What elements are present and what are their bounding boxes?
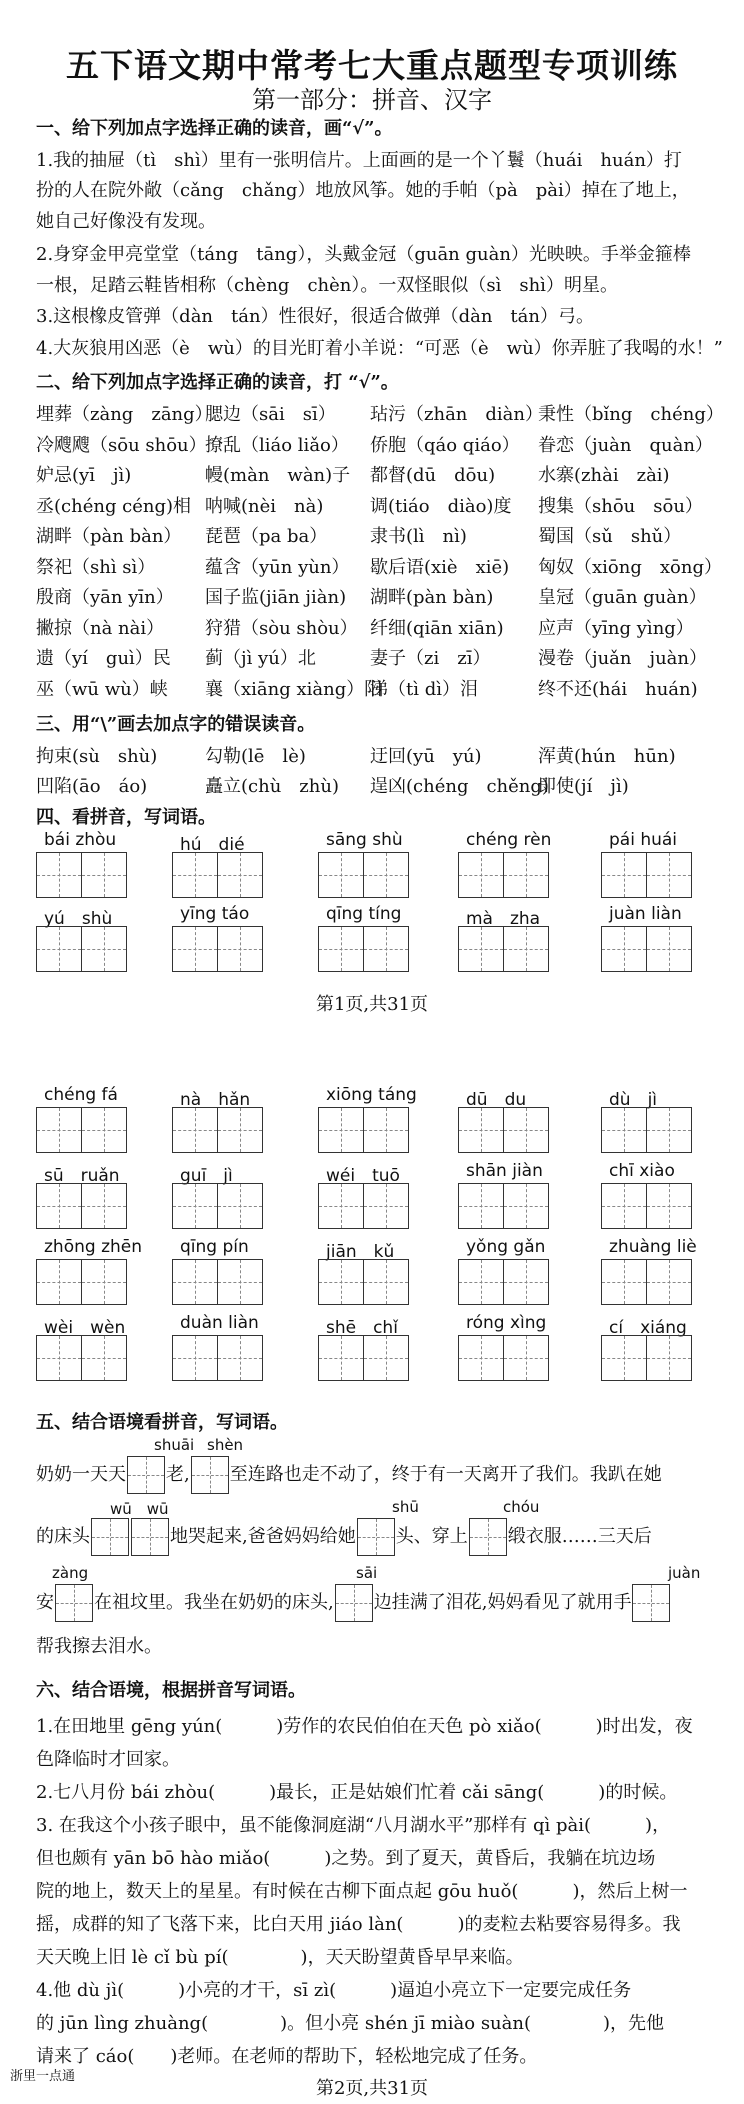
- section1-line: 她自己好像没有发现。: [36, 211, 216, 232]
- pinyin-label: dù jì: [609, 1090, 658, 1110]
- section1-line: 2.身穿金甲亮堂堂（táng tāng），头戴金冠（guān guàn）光映映。手举金箍棒: [36, 244, 691, 265]
- write-box[interactable]: [318, 1259, 364, 1305]
- write-box[interactable]: [647, 852, 692, 898]
- write-box-pair: [318, 852, 409, 898]
- write-box-pair: [601, 1107, 692, 1153]
- pinyin-label: sāi: [356, 1564, 378, 1582]
- section6-line: 的 jūn lìng zhuàng( )。但小亮 shén jī miào suàn( )，先他: [36, 2013, 665, 2034]
- section5-line: [36, 1584, 671, 1622]
- choice-item: 遗（yí guì）民: [36, 648, 171, 669]
- text-segment: 在祖坟里。我坐在奶奶的床头,: [94, 1592, 334, 1613]
- page-subtitle: 第一部分：拼音、汉字: [252, 86, 492, 114]
- section5-line: [36, 1518, 652, 1556]
- write-box[interactable]: [127, 1456, 165, 1494]
- choice-item: 殷商（yān yīn）: [36, 587, 174, 608]
- write-box[interactable]: [318, 1335, 364, 1381]
- section6-line: 摇，成群的知了飞落下来，比白天用 jiáo làn( )的麦粒去粘要容易得多。我: [36, 1914, 681, 1935]
- write-box-pair: [318, 1335, 409, 1381]
- section6-line: 3. 在我这个小孩子眼中，虽不能像洞庭湖“八月湖水平”那样有 qì pài( )，: [36, 1815, 671, 1836]
- choice-item: 拘束(sù shù): [36, 746, 158, 767]
- pinyin-label: sāng shù: [326, 830, 403, 850]
- write-box-pair: [601, 926, 692, 972]
- section6-line: 请来了 cáo( )老师。在老师的帮助下，轻松地完成了任务。: [36, 2046, 538, 2067]
- choice-item: 勾勒(lē lè): [205, 746, 306, 767]
- write-box[interactable]: [172, 1107, 218, 1153]
- write-box[interactable]: [82, 852, 127, 898]
- section6-line: 4.他 dù jì( )小亮的才干，sī zì( )逼迫小亮立下一定要完成任务: [36, 1980, 632, 2001]
- write-box[interactable]: [504, 1107, 549, 1153]
- pinyin-label: shuāi: [154, 1436, 195, 1454]
- choice-item: 国子监(jiān jiàn): [205, 587, 347, 608]
- write-box[interactable]: [172, 1259, 218, 1305]
- write-box[interactable]: [218, 852, 263, 898]
- write-box-pair: [318, 1107, 409, 1153]
- choice-item: 秉性（bǐng chéng）: [538, 404, 724, 425]
- write-box-pair: [601, 852, 692, 898]
- pinyin-label: wéi tuō: [326, 1166, 400, 1186]
- pinyin-label: hú dié: [180, 835, 245, 855]
- write-box-pair: [36, 1259, 127, 1305]
- pinyin-label: xiōng táng: [326, 1085, 417, 1105]
- pinyin-label: qīng tíng: [326, 904, 402, 924]
- write-box[interactable]: [82, 1335, 127, 1381]
- write-box[interactable]: [601, 1259, 647, 1305]
- write-box[interactable]: [36, 926, 82, 972]
- choice-item: 呐喊(nèi nà): [205, 495, 324, 517]
- choice-item: 撇掠（nà nài）: [36, 617, 165, 639]
- write-box[interactable]: [504, 1259, 549, 1305]
- write-box[interactable]: [218, 926, 263, 972]
- section6-line: 2.七八月份 bái zhòu( )最长，正是姑娘们忙着 cǎi sāng( )的时候。: [36, 1782, 678, 1803]
- write-box[interactable]: [504, 1335, 549, 1381]
- write-box-pair: [36, 1183, 127, 1229]
- section1-line: 一根，足踏云鞋皆相称（chèng chèn）。一双怪眼似（sì shì）明星。: [36, 275, 618, 296]
- write-box[interactable]: [364, 1183, 409, 1229]
- choice-item: 眷恋（juàn quàn）: [538, 434, 713, 456]
- write-box[interactable]: [218, 1259, 263, 1305]
- pinyin-label: pái huái: [609, 830, 678, 850]
- pinyin-label: chéng fá: [44, 1085, 118, 1105]
- pinyin-label: chóu: [503, 1498, 540, 1516]
- section5-line: [36, 1456, 662, 1494]
- write-box[interactable]: [318, 926, 364, 972]
- choice-item: 应声（yīng yìng）: [538, 617, 694, 639]
- choice-item: 迂回(yū yú): [370, 746, 482, 767]
- choice-item: 狩猎（sòu shòu）: [205, 617, 358, 639]
- pinyin-label: sū ruǎn: [44, 1166, 120, 1186]
- pinyin-label: juàn: [668, 1564, 701, 1582]
- write-box-pair: [172, 1335, 263, 1381]
- choice-item: 涕（tì dì）泪: [370, 678, 478, 700]
- choice-item: 终不还(hái huán): [538, 678, 698, 700]
- choice-item: 浑黄(hún hūn): [538, 746, 676, 767]
- pinyin-label: shèn: [207, 1436, 244, 1454]
- write-box[interactable]: [82, 926, 127, 972]
- write-box-pair: [601, 1259, 692, 1305]
- text-segment: 头、穿上: [395, 1526, 468, 1547]
- pinyin-label: bái zhòu: [44, 830, 117, 850]
- write-box-pair: [458, 852, 549, 898]
- choice-item: 匈奴（xiōng xōng）: [538, 556, 722, 578]
- pinyin-label: wū wū: [110, 1500, 169, 1518]
- write-box[interactable]: [364, 1259, 409, 1305]
- write-box[interactable]: [357, 1518, 395, 1556]
- write-box[interactable]: [55, 1584, 93, 1622]
- write-box[interactable]: [469, 1518, 507, 1556]
- choice-item: 撩乱（liáo liǎo）: [205, 434, 349, 456]
- section6-line: 1.在田地里 gēng yún( )劳作的农民伯伯在天色 pò xiǎo( )时出发，夜: [36, 1716, 693, 1737]
- choice-item: 冷飕飕（sōu shōu）: [36, 434, 207, 456]
- pinyin-label: zhuàng liè: [609, 1237, 697, 1257]
- write-box[interactable]: [36, 1335, 82, 1381]
- text-segment: 安: [36, 1592, 54, 1613]
- choice-item: 逞凶(chéng chěng): [370, 776, 549, 797]
- choice-item: 水寨(zhài zài): [538, 465, 670, 486]
- write-box-pair: [172, 926, 263, 972]
- write-box[interactable]: [601, 1107, 647, 1153]
- pinyin-label: zhōng zhēn: [44, 1237, 142, 1257]
- pinyin-label: zàng: [52, 1564, 89, 1582]
- choice-item: 腮边（sāi sī）: [205, 404, 336, 425]
- write-box-pair: [36, 926, 127, 972]
- text-segment: 至连路也走不动了，终于有一天离开了我们。我趴在她: [229, 1464, 662, 1485]
- section6-line: 色降临时才回家。: [36, 1749, 180, 1770]
- page2-footer: 第2页,共31页: [315, 2078, 429, 2099]
- section4-heading: 四、看拼音，写词语。: [36, 807, 216, 828]
- write-box-pair: [458, 1259, 549, 1305]
- write-box-pair: [172, 1183, 263, 1229]
- write-box[interactable]: [647, 926, 692, 972]
- pinyin-label: juàn liàn: [609, 904, 682, 924]
- write-box-pair: [36, 852, 127, 898]
- page1-footer: 第1页,共31页: [315, 994, 429, 1015]
- pinyin-label: shū: [392, 1498, 419, 1516]
- pinyin-label: qīng pín: [180, 1237, 249, 1257]
- write-box[interactable]: [364, 1335, 409, 1381]
- write-box[interactable]: [172, 1335, 218, 1381]
- pinyin-label: nà hǎn: [180, 1090, 251, 1110]
- write-box[interactable]: [131, 1518, 169, 1556]
- write-box[interactable]: [91, 1518, 129, 1556]
- choice-item: 侨胞（qáo qiáo）: [370, 434, 520, 456]
- write-box-pair: [318, 926, 409, 972]
- choice-item: 纤细(qiān xiān): [370, 617, 504, 639]
- text-segment: 缎衣服……三天后: [507, 1526, 652, 1547]
- write-box[interactable]: [647, 1183, 692, 1229]
- pinyin-label: mà zha: [466, 909, 541, 929]
- pinyin-label: duàn liàn: [180, 1313, 259, 1333]
- section5-line: 帮我擦去泪水。: [36, 1636, 162, 1657]
- choice-item: 凹陷(āo áo): [36, 776, 148, 797]
- pinyin-label: cí xiáng: [609, 1318, 687, 1338]
- write-box-pair: [458, 1183, 549, 1229]
- write-box[interactable]: [458, 926, 504, 972]
- section1-line: 扮的人在院外敞（cǎng chǎng）地放风筝。她的手帕（pà pài）掉在了地上，: [36, 180, 690, 201]
- choice-item: 矗立(chù zhù): [205, 776, 339, 797]
- write-box-pair: [458, 1107, 549, 1153]
- write-box-pair: [601, 1183, 692, 1229]
- text-segment: 奶奶一天天: [36, 1464, 126, 1485]
- pinyin-label: shān jiàn: [466, 1161, 543, 1181]
- pinyin-label: wèi wèn: [44, 1318, 126, 1338]
- write-box[interactable]: [318, 1107, 364, 1153]
- write-box[interactable]: [458, 1335, 504, 1381]
- choice-item: 玷污（zhān diàn）: [370, 404, 544, 425]
- write-box[interactable]: [364, 1107, 409, 1153]
- write-box-pair: [318, 1183, 409, 1229]
- choice-item: 埋葬（zàng zāng）: [36, 404, 213, 425]
- choice-item: 襄（xiāng xiàng）阳: [205, 678, 383, 700]
- write-box-pair: [36, 1107, 127, 1153]
- choice-item: 蕴含（yūn yùn）: [205, 556, 350, 578]
- choice-item: 湖畔(pàn bàn): [370, 587, 494, 608]
- write-box-pair: [172, 852, 263, 898]
- pinyin-label: yú shù: [44, 909, 113, 929]
- write-box[interactable]: [647, 1259, 692, 1305]
- choice-item: 漫卷（juǎn juàn）: [538, 648, 707, 669]
- choice-item: 蓟（jì yú）北: [205, 648, 316, 669]
- write-box[interactable]: [82, 1107, 127, 1153]
- choice-item: 妻子（zi zī）: [370, 648, 491, 669]
- pinyin-label: shē chǐ: [326, 1318, 398, 1338]
- write-box[interactable]: [458, 1259, 504, 1305]
- choice-item: 祭祀（shì sì）: [36, 556, 156, 578]
- write-box[interactable]: [458, 1183, 504, 1229]
- pinyin-label: jiān kǔ: [326, 1242, 395, 1262]
- write-box[interactable]: [632, 1584, 670, 1622]
- section5-heading: 五、结合语境看拼音，写词语。: [36, 1412, 288, 1433]
- write-box-pair: [458, 926, 549, 972]
- write-box-pair: [172, 1107, 263, 1153]
- write-box[interactable]: [335, 1584, 373, 1622]
- section1-line: 4.大灰狼用凶恶（è wù）的目光盯着小羊说：“可恶（è wù）你弄脏了我喝的水！”: [36, 338, 723, 359]
- write-box[interactable]: [218, 1183, 263, 1229]
- pinyin-label: dū du: [466, 1090, 527, 1110]
- write-box[interactable]: [172, 852, 218, 898]
- text-segment: 边挂满了泪花,妈妈看见了就用手: [373, 1592, 632, 1613]
- write-box[interactable]: [218, 1107, 263, 1153]
- write-box[interactable]: [647, 1335, 692, 1381]
- pinyin-label: róng xìng: [466, 1313, 547, 1333]
- write-box[interactable]: [601, 852, 647, 898]
- choice-item: 都督(dū dōu): [370, 465, 496, 486]
- section1-heading: 一、给下列加点字选择正确的读音，画“√”。: [36, 118, 393, 139]
- choice-item: 调(tiáo diào)度: [370, 495, 512, 517]
- pinyin-label: guī jì: [180, 1166, 233, 1186]
- write-box-pair: [318, 1259, 409, 1305]
- write-box[interactable]: [318, 1183, 364, 1229]
- write-box[interactable]: [191, 1456, 229, 1494]
- write-box[interactable]: [82, 1259, 127, 1305]
- text-segment: 老,: [166, 1464, 190, 1485]
- write-box[interactable]: [458, 852, 504, 898]
- choice-item: 幔(màn wàn)子: [205, 465, 351, 486]
- write-box[interactable]: [36, 1183, 82, 1229]
- write-box[interactable]: [364, 926, 409, 972]
- text-segment: 的床头: [36, 1526, 90, 1547]
- choice-item: 湖畔（pàn bàn）: [36, 526, 182, 547]
- choice-item: 皇冠（guān guàn）: [538, 587, 707, 608]
- write-box[interactable]: [647, 1107, 692, 1153]
- write-box[interactable]: [504, 926, 549, 972]
- section2-heading: 二、给下列加点字选择正确的读音，打 “√”。: [36, 372, 399, 393]
- pinyin-label: chī xiào: [609, 1161, 675, 1181]
- section6-line: 天天晚上旧 lè cǐ bù pí( )，天天盼望黄昏早早来临。: [36, 1947, 524, 1968]
- write-box[interactable]: [172, 1183, 218, 1229]
- choice-item: 丞(chéng céng)相: [36, 495, 192, 517]
- section6-line: 院的地上，数天上的星星。有时候在古柳下面点起 gōu huǒ( )，然后上树一: [36, 1881, 688, 1902]
- pinyin-label: chéng rèn: [466, 830, 552, 850]
- write-box[interactable]: [172, 926, 218, 972]
- section6-heading: 六、结合语境，根据拼音写词语。: [36, 1680, 306, 1701]
- choice-item: 琵琶（pa ba）: [205, 526, 328, 547]
- write-box[interactable]: [82, 1183, 127, 1229]
- write-box[interactable]: [364, 852, 409, 898]
- pinyin-label: yīng táo: [180, 904, 250, 924]
- choice-item: 即使(jí jì): [538, 776, 629, 797]
- pinyin-label: yǒng gǎn: [466, 1237, 546, 1257]
- write-box[interactable]: [318, 852, 364, 898]
- write-box[interactable]: [504, 852, 549, 898]
- section6-line: 但也颇有 yān bō hào miǎo( )之势。到了夏天，黄昏后，我躺在坑边场: [36, 1848, 656, 1869]
- choice-item: 隶书(lì nì): [370, 526, 467, 547]
- write-box[interactable]: [36, 852, 82, 898]
- write-box[interactable]: [36, 1107, 82, 1153]
- write-box[interactable]: [601, 926, 647, 972]
- page-title: 五下语文期中常考七大重点题型专项训练: [66, 46, 678, 85]
- choice-item: 蜀国（sǔ shǔ）: [538, 526, 682, 547]
- brand-label: 浙里一点通: [10, 2069, 76, 2084]
- write-box[interactable]: [601, 1183, 647, 1229]
- write-box-pair: [601, 1335, 692, 1381]
- choice-item: 巫（wū wù）峡: [36, 678, 168, 700]
- write-box-pair: [172, 1259, 263, 1305]
- write-box[interactable]: [36, 1259, 82, 1305]
- write-box-pair: [458, 1335, 549, 1381]
- choice-item: 歇后语(xiè xiē): [370, 556, 510, 578]
- write-box-pair: [36, 1335, 127, 1381]
- write-box[interactable]: [458, 1107, 504, 1153]
- text-segment: 地哭起来,爸爸妈妈给她: [170, 1526, 356, 1547]
- section1-line: 3.这根橡皮管弹（dàn tán）性很好，很适合做弹（dàn tán）弓。: [36, 306, 594, 327]
- choice-item: 妒忌(yī jì): [36, 465, 132, 486]
- section3-heading: 三、用“\”画去加点字的错误读音。: [36, 714, 316, 735]
- section1-line: 1.我的抽屉（tì shì）里有一张明信片。上面画的是一个丫鬟（huái huán）打: [36, 150, 682, 171]
- write-box[interactable]: [504, 1183, 549, 1229]
- write-box[interactable]: [601, 1335, 647, 1381]
- write-box[interactable]: [218, 1335, 263, 1381]
- choice-item: 搜集（shōu sōu）: [538, 495, 703, 517]
